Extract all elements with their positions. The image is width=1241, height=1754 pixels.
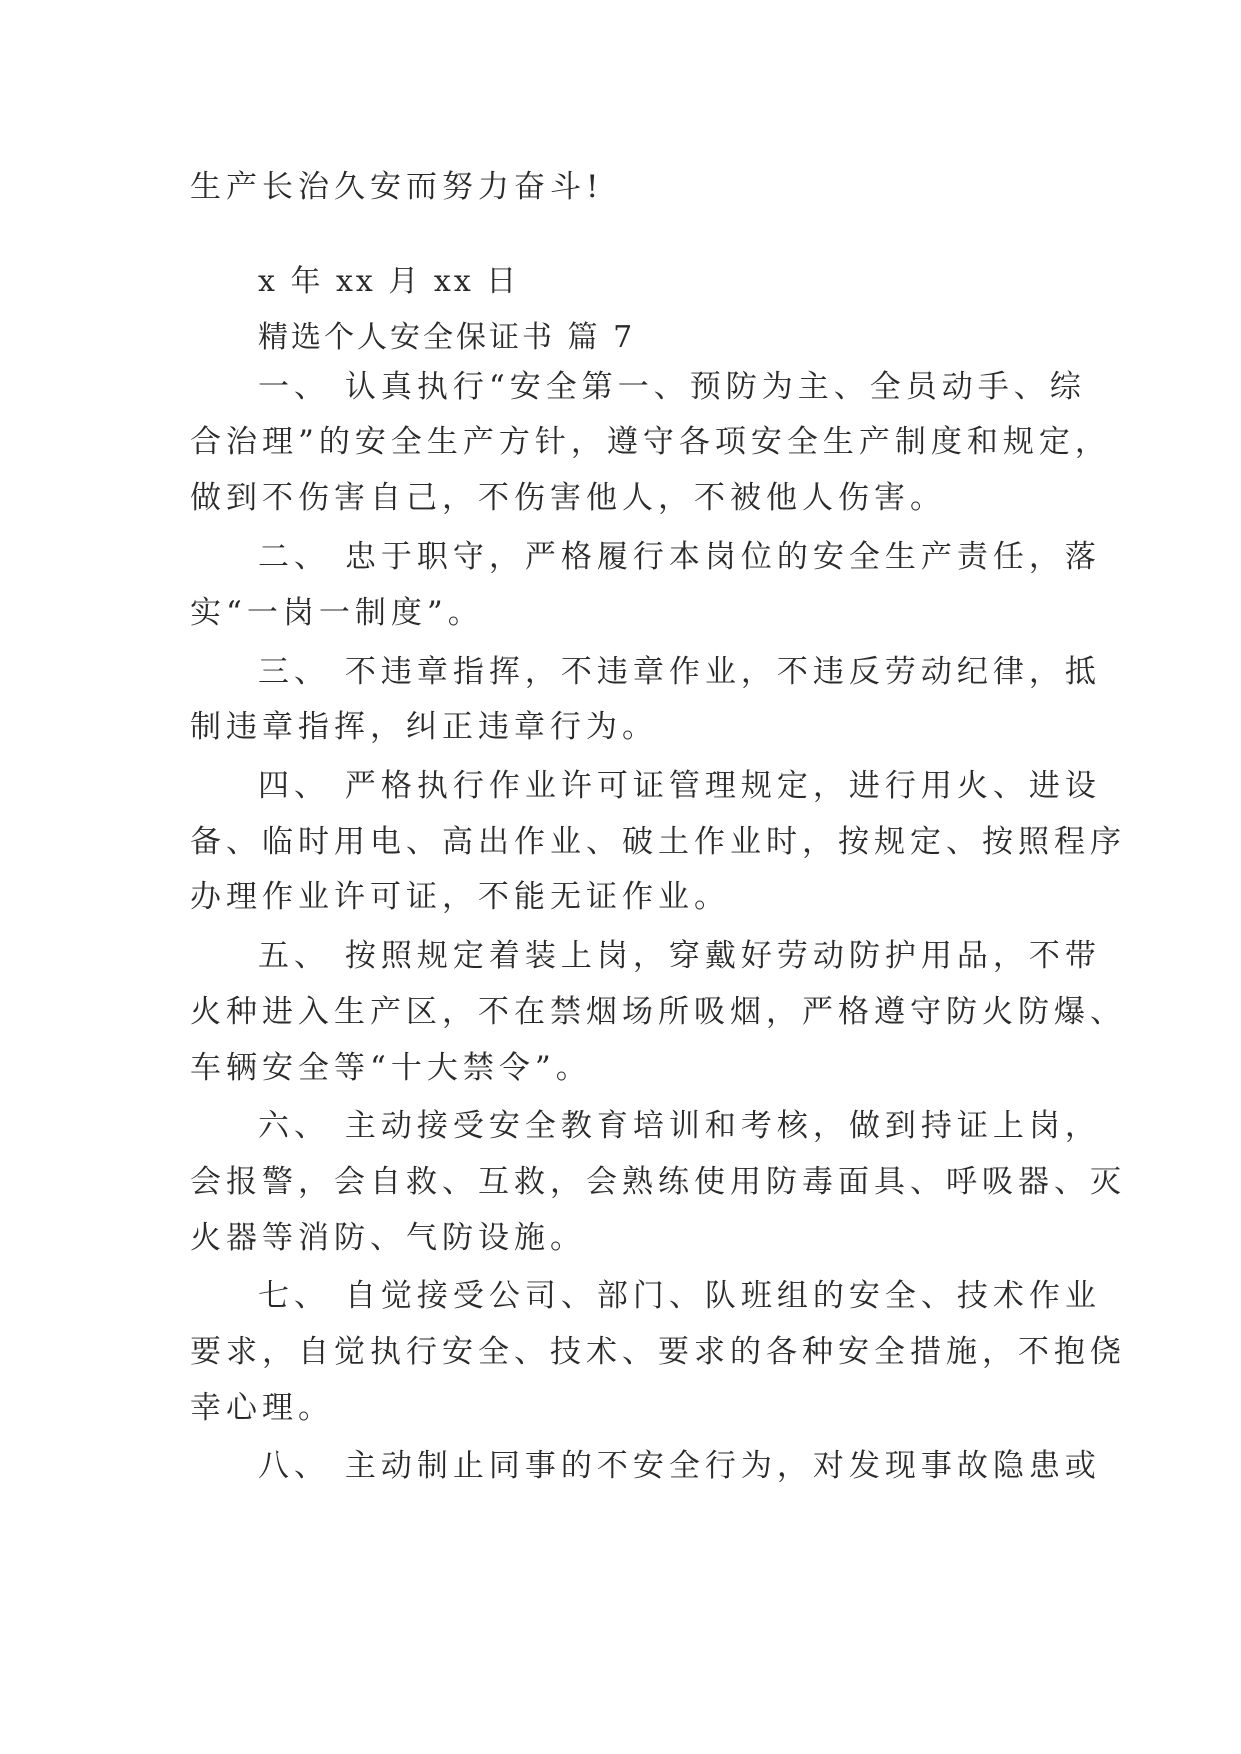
paragraph-line: 备、临时用电、高出作业、破土作业时，按规定、按照程序 [190,824,1126,860]
paragraph-line: 幸心理。 [190,1390,334,1426]
paragraph-line: 六、 主动接受安全教育培训和考核，做到持证上岗， [258,1108,1101,1144]
paragraph-line: 七、 自觉接受公司、部门、队班组的安全、技术作业 [258,1278,1101,1314]
paragraph-line: 要求，自觉执行安全、技术、要求的各种安全措施，不抱侥 [190,1334,1126,1370]
paragraph-line: 八、 主动制止同事的不安全行为，对发现事故隐患或 [258,1448,1101,1484]
date-line: x 年 xx 月 xx 日 [258,264,520,299]
paragraph-line: 三、 不违章指挥，不违章作业，不违反劳动纪律，抵 [258,654,1101,690]
paragraph-line: 五、 按照规定着装上岗，穿戴好劳动防护用品，不带 [258,938,1101,974]
paragraph-line: 办理作业许可证，不能无证作业。 [190,879,730,915]
paragraph-line: 四、 严格执行作业许可证管理规定，进行用火、进设 [258,768,1101,804]
paragraph-line: 火器等消防、气防设施。 [190,1220,586,1256]
paragraph-line: 实“一岗一制度”。 [190,595,484,631]
section-heading: 精选个人安全保证书 篇 7 [258,320,636,355]
paragraph-line: 合治理”的安全生产方针，遵守各项安全生产制度和规定， [190,424,1111,460]
paragraph-line: 一、 认真执行“安全第一、预防为主、全员动手、综 [258,369,1086,405]
paragraph-line: 车辆安全等“十大禁令”。 [190,1050,592,1086]
paragraph-line: 会报警，会自救、互救，会熟练使用防毒面具、呼吸器、灭 [190,1164,1126,1200]
paragraph-line: 制违章指挥，纠正违章行为。 [190,709,658,745]
paragraph-line: 二、 忠于职守，严格履行本岗位的安全生产责任，落 [258,539,1101,575]
paragraph-line: 火种进入生产区，不在禁烟场所吸烟，严格遵守防火防爆、 [190,994,1126,1030]
paragraph-line: 做到不伤害自己，不伤害他人，不被他人伤害。 [190,480,946,516]
text-line: 生产长治久安而努力奋斗! [190,169,604,205]
